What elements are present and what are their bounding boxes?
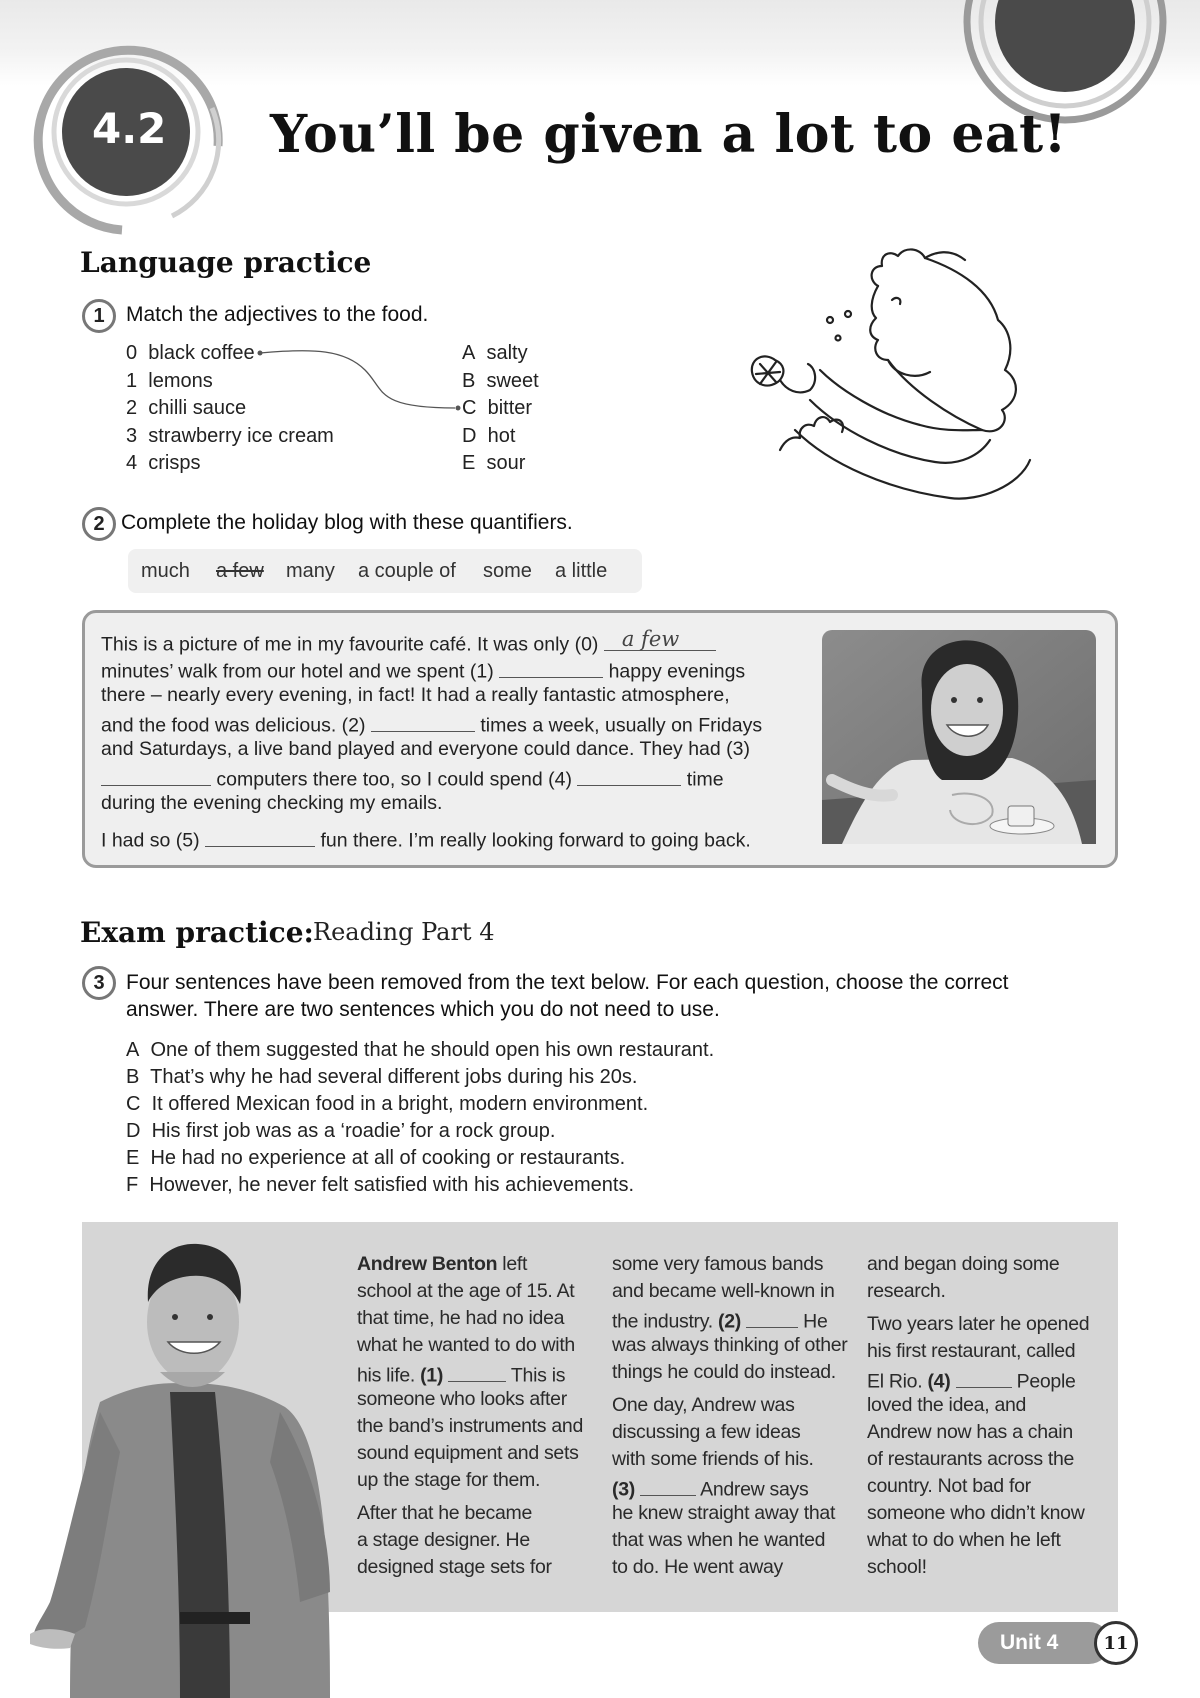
blank-2: [371, 711, 475, 732]
article-line: the industry. (2) He: [612, 1307, 828, 1334]
match-item: 0 black coffee: [126, 342, 255, 364]
article-line: Two years later he opened: [867, 1313, 1090, 1335]
exam-practice-heading: Exam practice:: [80, 916, 314, 949]
blog-line: there – nearly every evening, in fact! It had a really fantastic atmosphere,: [101, 684, 730, 706]
woman-in-cafe-photo: [822, 630, 1096, 844]
article-line: of restaurants across the: [867, 1448, 1075, 1470]
page-number: 11: [1094, 1621, 1138, 1665]
article-line: and began doing some: [867, 1253, 1060, 1275]
article-line: was always thinking of other: [612, 1334, 848, 1356]
quantifier-word-used: a few: [216, 560, 264, 582]
gap-4: [956, 1367, 1012, 1388]
gap-3: [640, 1475, 696, 1496]
eating-man-illustration: [720, 240, 1060, 520]
article-line: someone who looks after: [357, 1388, 567, 1410]
blog-line: minutes’ walk from our hotel and we spent (1) happy evenings: [101, 657, 745, 684]
article-line: school!: [867, 1556, 927, 1578]
quantifier-word: a little: [555, 560, 608, 582]
article-line: After that he became: [357, 1502, 533, 1524]
exercise-2-instruction: Complete the holiday blog with these quantifiers.: [121, 511, 573, 534]
sentence-option: C It offered Mexican food in a bright, modern environment.: [126, 1093, 649, 1115]
andrew-benton-photo: [30, 1232, 350, 1698]
match-option: C bitter: [462, 397, 533, 419]
match-item: 4 crisps: [126, 452, 201, 474]
sentence-option: F However, he never felt satisfied with his achievements.: [126, 1174, 635, 1196]
article-line: research.: [867, 1280, 946, 1302]
exercise-number: 1: [82, 299, 116, 333]
gap-1: [448, 1361, 506, 1382]
article-line: someone who didn’t know: [867, 1502, 1085, 1524]
article-line: a stage designer. He: [357, 1529, 530, 1551]
exercise-number: 2: [82, 507, 116, 541]
blank-0: a few: [604, 630, 716, 651]
article-line: discussing a few ideas: [612, 1421, 801, 1443]
article-line: country. Not bad for: [867, 1475, 1031, 1497]
article-line: school at the age of 15. At: [357, 1280, 575, 1302]
blank-3: [101, 765, 211, 786]
exercise-3-instruction: answer. There are two sentences which you do not need to use.: [126, 998, 720, 1021]
article-line: up the stage for them.: [357, 1469, 541, 1491]
quantifier-word: a couple of: [358, 560, 456, 582]
example-match-line: [255, 340, 475, 420]
article-line: Andrew Benton left: [357, 1253, 528, 1275]
article-line: sound equipment and sets: [357, 1442, 579, 1464]
exercise-1-instruction: Match the adjectives to the food.: [126, 303, 429, 326]
article-line: the band’s instruments and: [357, 1415, 583, 1437]
article-line: (3) Andrew says: [612, 1475, 808, 1502]
article-line: that time, he had no idea: [357, 1307, 565, 1329]
article-line: his first restaurant, called: [867, 1340, 1076, 1362]
article-line: things he could do instead.: [612, 1361, 836, 1383]
quantifier-word: some: [483, 560, 532, 582]
page-title: You’ll be given a lot to eat!: [270, 104, 1067, 165]
article-line: his life. (1) This is: [357, 1361, 565, 1388]
quantifier-word: much: [141, 560, 190, 582]
article-line: he knew straight away that: [612, 1502, 836, 1524]
sentence-option: B That’s why he had several different jobs during his 20s.: [126, 1066, 638, 1088]
sentence-option: D His first job was as a ‘roadie’ for a rock group.: [126, 1120, 556, 1142]
match-option: B sweet: [462, 370, 539, 392]
article-line: Andrew now has a chain: [867, 1421, 1073, 1443]
blog-line: computers there too, so I could spend (4) time: [101, 765, 724, 792]
blog-line: during the evening checking my emails.: [101, 792, 443, 814]
article-line: designed stage sets for: [357, 1556, 552, 1578]
unit-label: Unit 4: [1000, 1631, 1059, 1654]
quantifier-word: many: [286, 560, 335, 582]
article-line: with some friends of his.: [612, 1448, 814, 1470]
article-line: and became well-known in: [612, 1280, 835, 1302]
blog-line: I had so (5) fun there. I’m really looking forward to going back.: [101, 826, 751, 853]
language-practice-heading: Language practice: [80, 246, 372, 279]
match-item: 2 chilli sauce: [126, 397, 247, 419]
article-line: some very famous bands: [612, 1253, 824, 1275]
blog-line: and Saturdays, a live band played and everyone could dance. They had (3): [101, 738, 750, 760]
exercise-number: 3: [82, 966, 116, 1000]
match-option: A salty: [462, 342, 528, 364]
exercise-3-instruction: Four sentences have been removed from the text below. For each question, choose the correct: [126, 971, 1009, 994]
article-line: what to do when he left: [867, 1529, 1061, 1551]
exam-practice-subheading: Reading Part 4: [313, 918, 495, 946]
article-line: El Rio. (4) People: [867, 1367, 1076, 1394]
blank-1: [499, 657, 603, 678]
article-line: loved the idea, and: [867, 1394, 1027, 1416]
article-line: to do. He went away: [612, 1556, 783, 1578]
blog-line: and the food was delicious. (2) times a week, usually on Fridays: [101, 711, 762, 738]
blank-5: [205, 826, 315, 847]
match-item: 1 lemons: [126, 370, 213, 392]
blog-line: This is a picture of me in my favourite café. It was only (0) a few: [101, 630, 716, 657]
match-item: 3 strawberry ice cream: [126, 425, 334, 447]
gap-2: [746, 1307, 798, 1328]
match-option: E sour: [462, 452, 526, 474]
article-line: that was when he wanted: [612, 1529, 826, 1551]
sentence-option: E He had no experience at all of cooking or restaurants.: [126, 1147, 626, 1169]
match-option: D hot: [462, 425, 516, 447]
sentence-option: A One of them suggested that he should open his own restaurant.: [126, 1039, 715, 1061]
section-number: 4.2: [92, 104, 167, 153]
blank-4: [577, 765, 681, 786]
article-line: One day, Andrew was: [612, 1394, 795, 1416]
article-line: what he wanted to do with: [357, 1334, 575, 1356]
